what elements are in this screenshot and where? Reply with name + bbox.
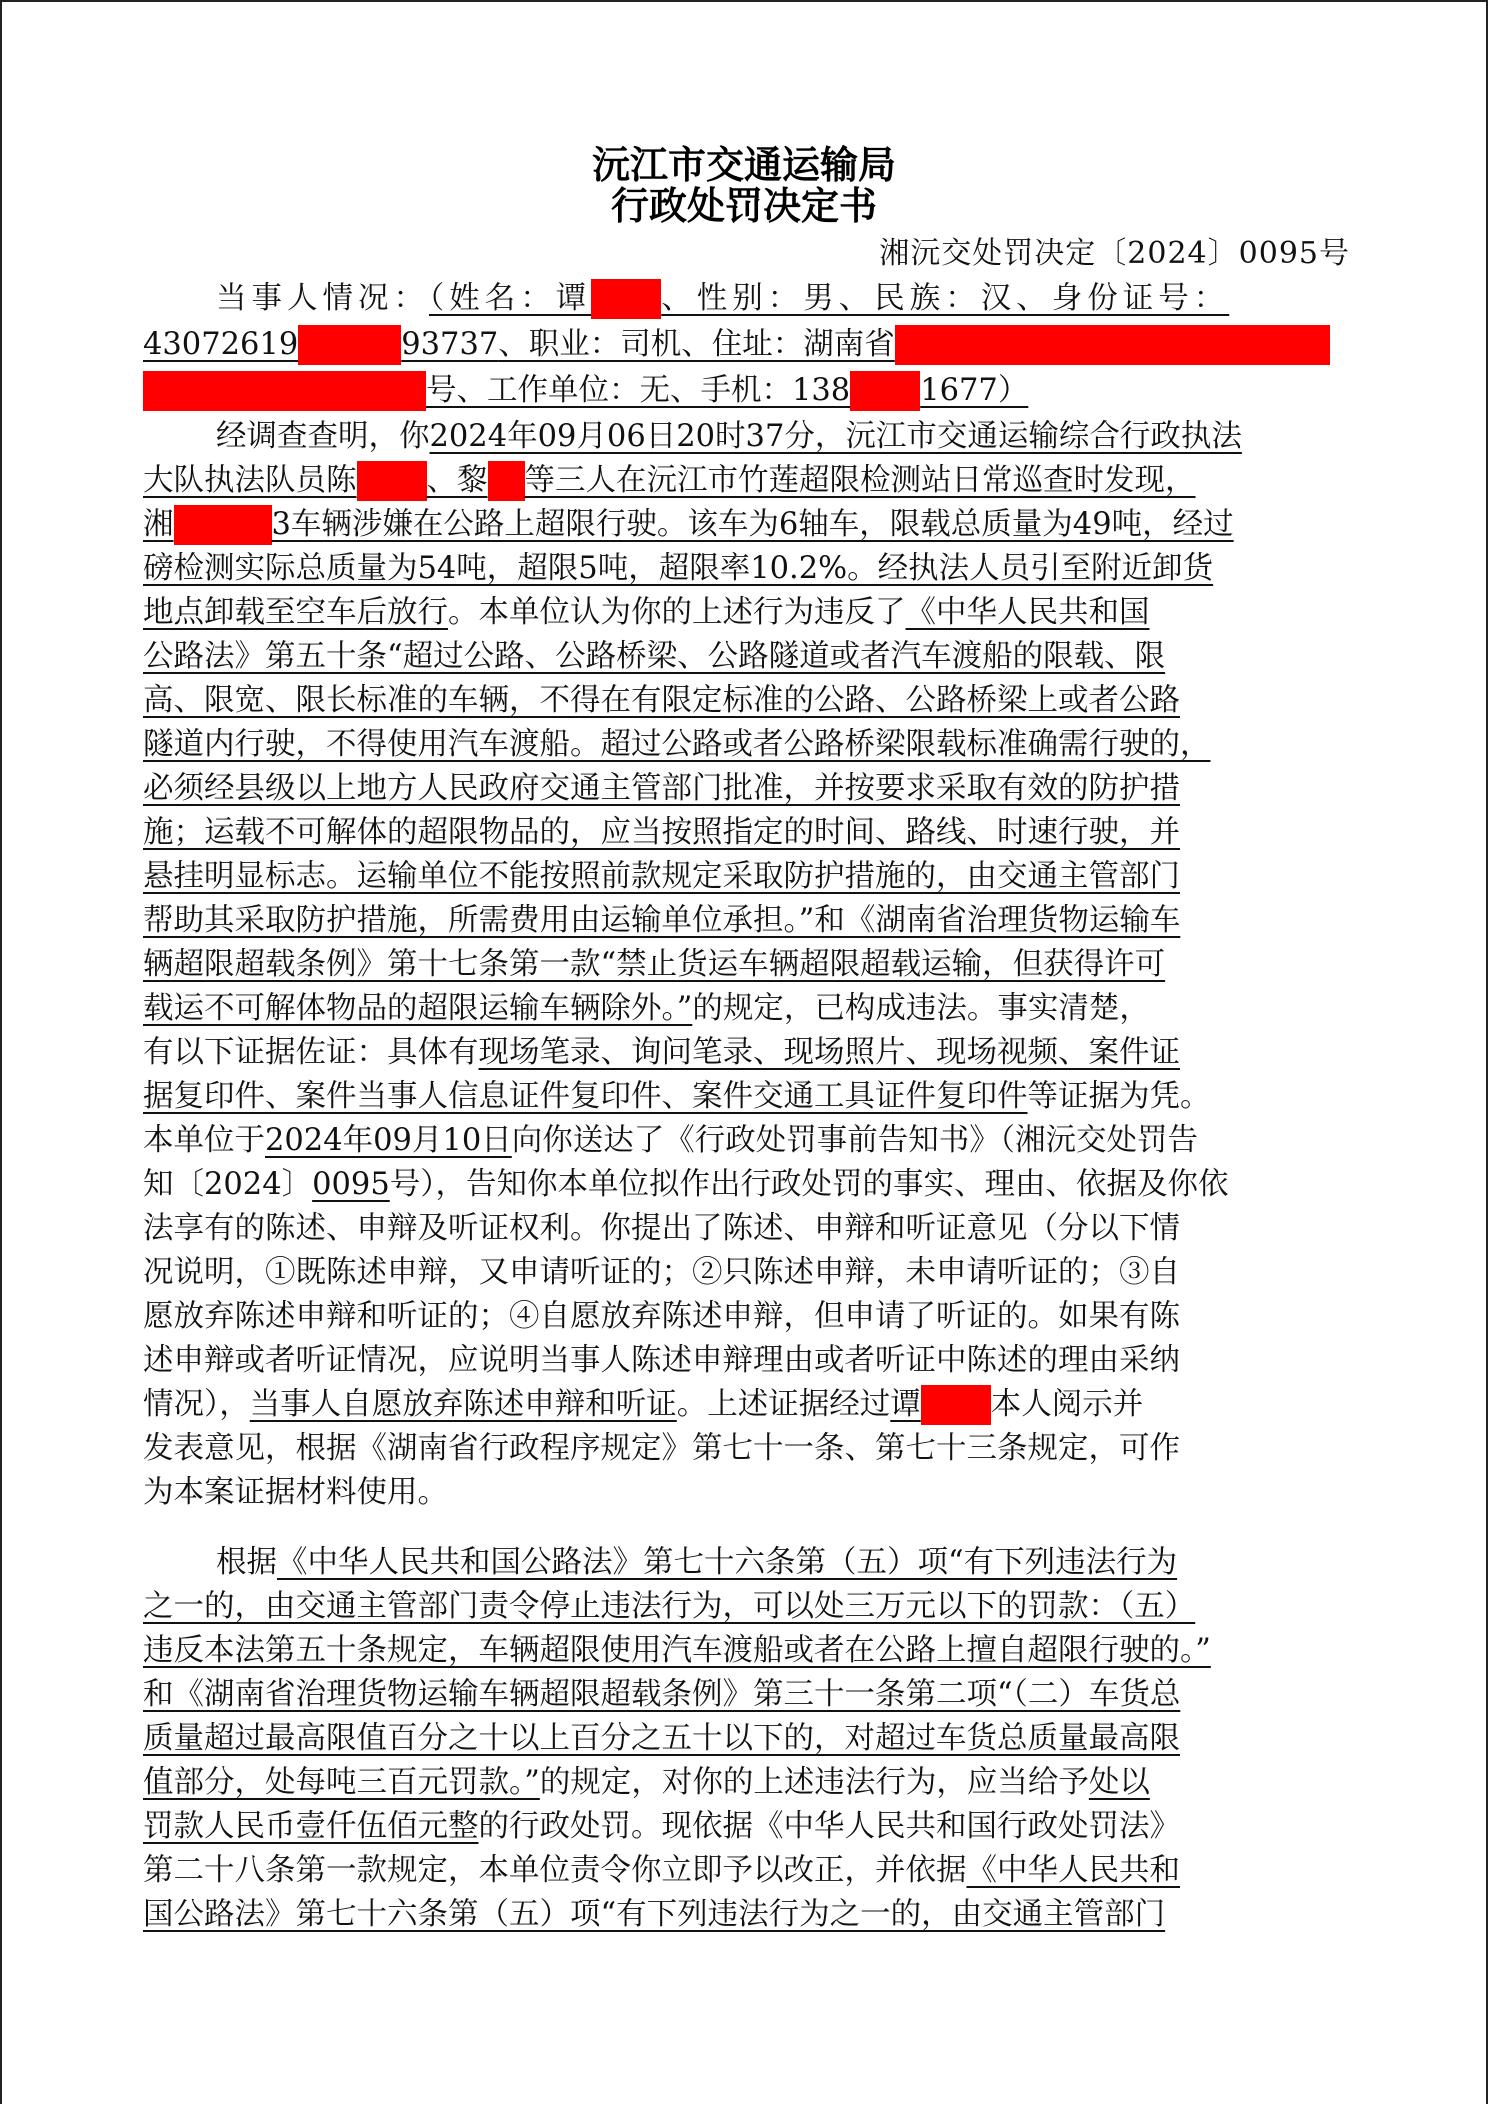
- facts-line: 况说明，①既陈述申辩，又申请听证的；②只陈述申辩，未申请听证的；③自: [143, 1255, 1180, 1290]
- facts-line: 本单位于2024年09月10日向你送达了《行政处罚事前告知书》（湘沅交处罚告: [143, 1123, 1198, 1158]
- facts-line: 辆超限超载条例》第十七条第一款“禁止货运车辆超限超载运输，但获得许可: [143, 947, 1166, 982]
- facts-line: 发表意见，根据《湖南省行政程序规定》第七十一条、第七十三条规定，可作: [143, 1431, 1180, 1466]
- party-line-2: 43072619 93737、职业：司机、住址：湖南省: [143, 325, 1330, 365]
- facts-line: 帮助其采取防护措施，所需费用由运输单位承担。”和《湖南省治理货物运输车: [143, 903, 1181, 938]
- basis-line: 值部分，处每吨三百元罚款。”的规定，对你的上述违法行为，应当给予处以: [143, 1765, 1150, 1800]
- party-line-3: 号、工作单位：无、手机：138 1677）: [143, 371, 1028, 411]
- facts-line: 大队执法队员陈 、黎 等三人在沅江市竹莲超限检测站日常巡查时发现，: [143, 461, 1196, 501]
- basis-line: 违反本法第五十条规定，车辆超限使用汽车渡船或者在公路上擅自超限行驶的。”: [143, 1633, 1211, 1668]
- page-border: [0, 0, 2, 2104]
- facts-line: 情况），当事人自愿放弃陈述申辩和听证。上述证据经过谭 本人阅示并: [143, 1385, 1143, 1425]
- facts-line: 载运不可解体物品的超限运输车辆除外。”的规定，已构成违法。事实清楚，: [143, 991, 1150, 1026]
- facts-line: 高、限宽、限长标准的车辆，不得在有限定标准的公路、公路桥梁上或者公路: [143, 683, 1180, 718]
- org-title: 沅江市交通运输局: [591, 143, 896, 187]
- basis-line: 和《湖南省治理货物运输车辆超限超载条例》第三十一条第二项“（二）车货总: [143, 1677, 1181, 1712]
- redaction-box: [298, 325, 401, 365]
- facts-line: 公路法》第五十条“超过公路、公路桥梁、公路隧道或者汽车渡船的限载、限: [143, 639, 1166, 674]
- facts-line: 知〔2024〕0095号），告知你本单位拟作出行政处罚的事实、理由、依据及你依: [143, 1167, 1229, 1202]
- facts-line: 为本案证据材料使用。: [143, 1475, 448, 1510]
- redaction-box: [488, 461, 525, 501]
- facts-line: 地点卸载至空车后放行。本单位认为你的上述行为违反了《中华人民共和国: [143, 595, 1150, 630]
- facts-line: 有以下证据佐证：具体有现场笔录、询问笔录、现场照片、现场视频、案件证: [143, 1035, 1180, 1070]
- facts-line: 经调查查明，你2024年09月06日20时37分，沅江市交通运输综合行政执法: [216, 419, 1242, 454]
- redaction-box: [591, 279, 661, 319]
- redaction-box: [921, 1385, 991, 1425]
- facts-line: 述申辩或者听证情况，应说明当事人陈述申辩理由或者听证中陈述的理由采纳: [143, 1343, 1180, 1378]
- basis-line: 国公路法》第七十六条第（五）项“有下列违法行为之一的，由交通主管部门: [143, 1897, 1166, 1932]
- facts-line: 悬挂明显标志。运输单位不能按照前款规定采取防护措施的，由交通主管部门: [143, 859, 1180, 894]
- facts-line: 磅检测实际总质量为54吨，超限5吨，超限率10.2%。经执法人员引至附近卸货: [143, 551, 1214, 586]
- basis-line: 质量超过最高限值百分之十以上百分之五十以下的，对超过车货总质量最高限: [143, 1721, 1180, 1756]
- doc-type-title: 行政处罚决定书: [610, 184, 877, 228]
- facts-line: 愿放弃陈述申辩和听证的；④自愿放弃陈述申辩，但申请了听证的。如果有陈: [143, 1299, 1180, 1334]
- basis-line: 第二十八条第一款规定，本单位责令你立即予以改正，并依据《中华人民共和: [143, 1853, 1180, 1888]
- redaction-box: [850, 371, 920, 411]
- redaction-box: [143, 371, 426, 411]
- basis-line: 之一的，由交通主管部门责令停止违法行为，可以处三万元以下的罚款：（五）: [143, 1589, 1196, 1624]
- doc-number: 湘沅交处罚决定〔2024〕0095号: [879, 236, 1350, 271]
- facts-line: 施；运载不可解体的超限物品的，应当按照指定的时间、路线、时速行驶，并: [143, 815, 1180, 850]
- party-line-1: 当事人情况：（姓名：谭 、性别：男、民族：汉、身份证号：: [216, 279, 1229, 319]
- facts-line: 法享有的陈述、申辩及听证权利。你提出了陈述、申辩和听证意见（分以下情: [143, 1211, 1180, 1246]
- redaction-box: [895, 325, 1330, 365]
- redaction-box: [174, 505, 272, 545]
- facts-line: 据复印件、案件当事人信息证件复印件、案件交通工具证件复印件等证据为凭。: [143, 1079, 1211, 1114]
- facts-line: 湘 3车辆涉嫌在公路上超限行驶。该车为6轴车，限载总质量为49吨，经过: [143, 505, 1234, 545]
- basis-line: 罚款人民币壹仟伍佰元整的行政处罚。现依据《中华人民共和国行政处罚法》: [143, 1809, 1180, 1844]
- page-border: [0, 0, 1488, 2]
- basis-line: 根据《中华人民共和国公路法》第七十六条第（五）项“有下列违法行为: [216, 1545, 1178, 1580]
- facts-line: 必须经县级以上地方人民政府交通主管部门批准，并按要求采取有效的防护措: [143, 771, 1180, 806]
- redaction-box: [357, 461, 427, 501]
- facts-line: 隧道内行驶，不得使用汽车渡船。超过公路或者公路桥梁限载标准确需行驶的，: [143, 727, 1211, 762]
